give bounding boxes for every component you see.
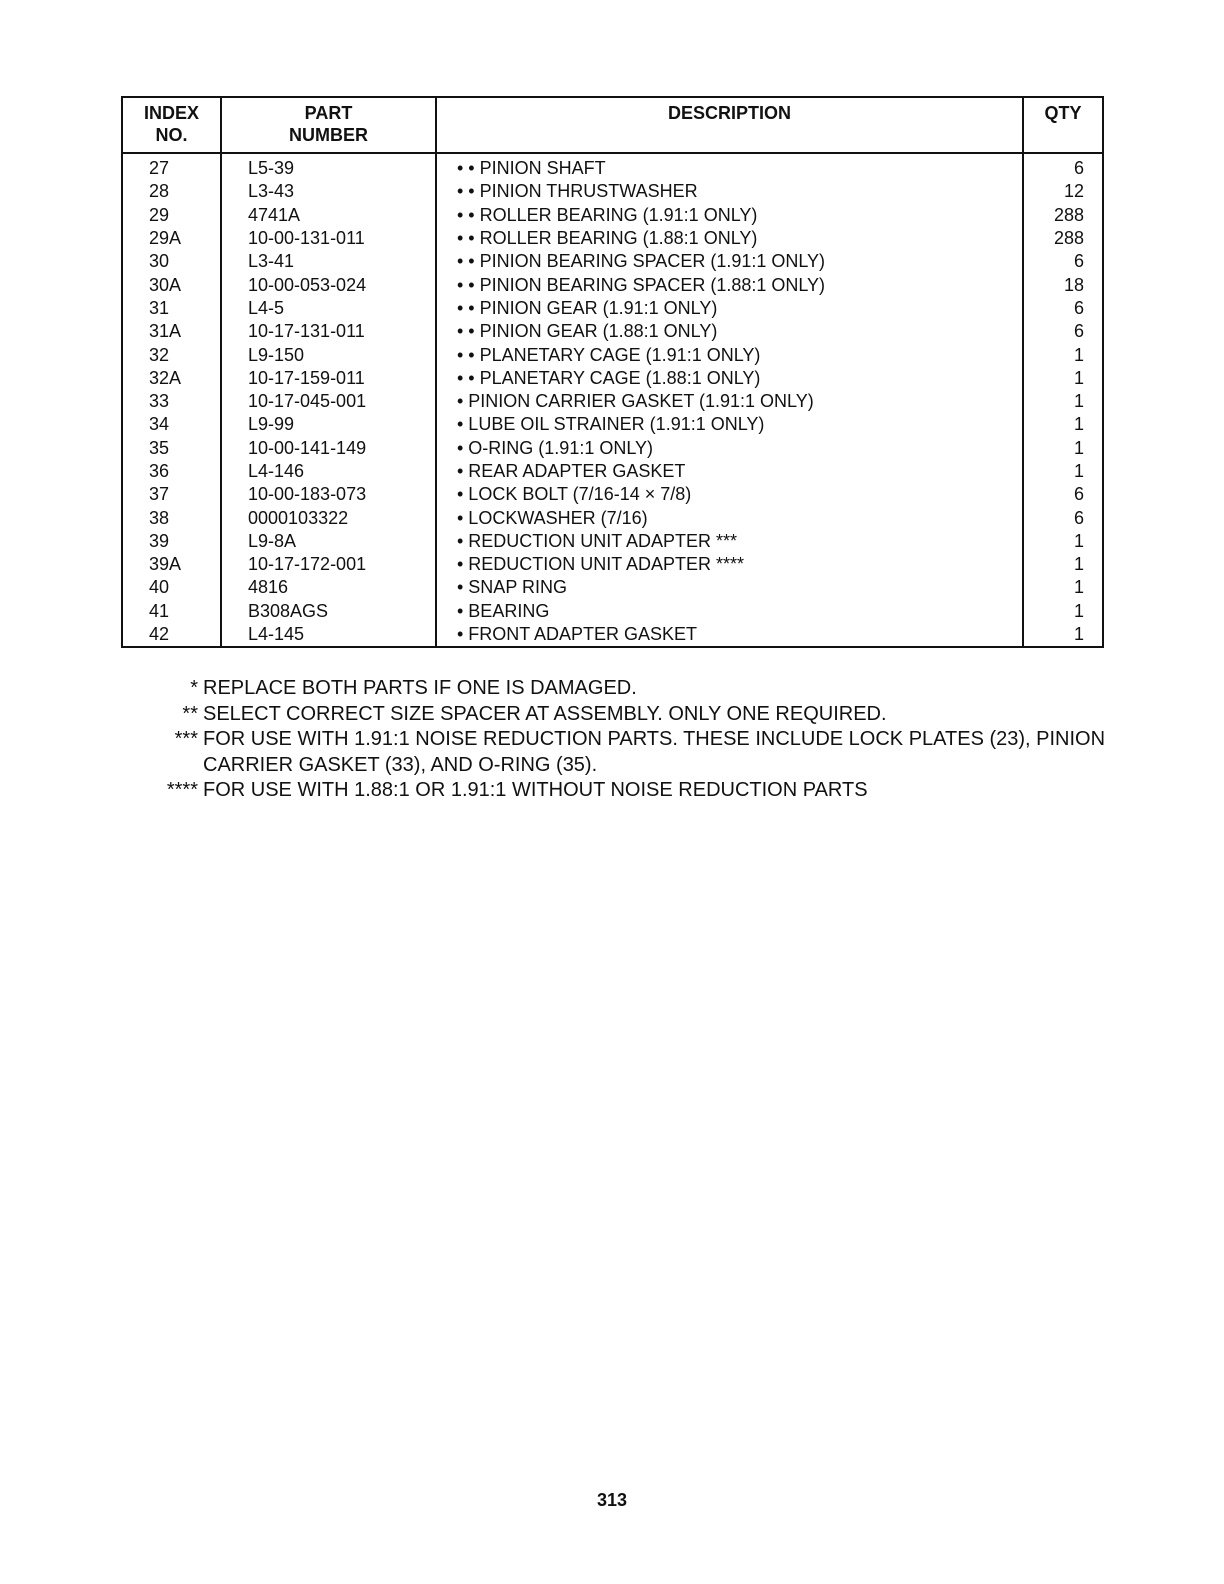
cell-part-number: 4741A <box>221 204 436 227</box>
table-row <box>122 343 1103 366</box>
cell-index: 30 <box>122 250 221 273</box>
cell-qty: 1 <box>1073 554 1084 575</box>
cell-qty: 1 <box>1073 577 1084 598</box>
cell-index: 29A <box>122 227 221 250</box>
cell-index: 31 <box>122 297 221 320</box>
cell-index: 41 <box>122 600 221 623</box>
header-part-line1: PART <box>304 103 353 123</box>
cell-description: • O-RING (1.91:1 ONLY) <box>436 437 1023 460</box>
cell-index: 37 <box>122 483 221 506</box>
table-row <box>122 600 1103 623</box>
table-row <box>122 437 1103 460</box>
cell-index: 33 <box>122 390 221 413</box>
header-qty: QTY <box>1023 97 1103 153</box>
footnote <box>140 727 1120 778</box>
table-row <box>122 204 1103 227</box>
cell-qty: 6 <box>1073 297 1084 318</box>
table-row <box>122 180 1103 203</box>
cell-index: 29 <box>122 204 221 227</box>
table-row <box>122 413 1103 436</box>
table-row <box>122 483 1103 506</box>
cell-qty: 6 <box>1073 321 1084 342</box>
cell-qty: 6 <box>1073 251 1084 272</box>
table-row <box>122 250 1103 273</box>
cell-part-number: 10-00-183-073 <box>221 483 436 506</box>
cell-description: • REDUCTION UNIT ADAPTER *** <box>436 530 1023 553</box>
cell-description: • PINION CARRIER GASKET (1.91:1 ONLY) <box>436 390 1023 413</box>
header-part <box>221 97 436 153</box>
cell-index: 31A <box>122 320 221 343</box>
cell-description: • LUBE OIL STRAINER (1.91:1 ONLY) <box>436 413 1023 436</box>
table-body <box>122 153 1103 647</box>
footnote-text: FOR USE WITH 1.88:1 OR 1.91:1 WITHOUT NOISE REDUCTION PARTS <box>203 779 868 801</box>
cell-index: 32 <box>122 343 221 366</box>
cell-qty: 12 <box>1063 181 1084 202</box>
table-row <box>122 576 1103 599</box>
cell-index: 27 <box>122 153 221 180</box>
table-row <box>122 530 1103 553</box>
cell-description: • SNAP RING <box>436 576 1023 599</box>
cell-description: • REDUCTION UNIT ADAPTER **** <box>436 553 1023 576</box>
table-row <box>122 153 1103 180</box>
cell-index: 40 <box>122 576 221 599</box>
table-row <box>122 227 1103 250</box>
table-row <box>122 390 1103 413</box>
table-row <box>122 367 1103 390</box>
footnote-text: SELECT CORRECT SIZE SPACER AT ASSEMBLY. ONLY ONE REQUIRED. <box>203 702 887 725</box>
footnote-mark: *** <box>174 728 198 750</box>
page-number: 313 <box>596 1490 628 1510</box>
cell-description: • FRONT ADAPTER GASKET <box>436 623 1023 647</box>
cell-description: • • PINION GEAR (1.91:1 ONLY) <box>436 297 1023 320</box>
cell-part-number: L9-8A <box>221 530 436 553</box>
header-index <box>122 97 221 153</box>
cell-description: • • ROLLER BEARING (1.91:1 ONLY) <box>436 204 1023 227</box>
cell-part-number: B308AGS <box>221 600 436 623</box>
cell-description: • REAR ADAPTER GASKET <box>436 460 1023 483</box>
cell-description: • BEARING <box>436 600 1023 623</box>
cell-description: • • PINION GEAR (1.88:1 ONLY) <box>436 320 1023 343</box>
table-row <box>122 297 1103 320</box>
footnote-mark: **** <box>166 779 198 801</box>
table-row <box>122 506 1103 529</box>
cell-part-number: L4-145 <box>221 623 436 647</box>
footnote-mark: * <box>190 677 198 699</box>
cell-part-number: L3-43 <box>221 180 436 203</box>
footnote <box>140 702 1120 728</box>
cell-index: 42 <box>122 623 221 647</box>
cell-part-number: L9-99 <box>221 413 436 436</box>
cell-part-number: 4816 <box>221 576 436 599</box>
footnotes <box>140 676 1120 804</box>
cell-qty: 1 <box>1073 461 1084 481</box>
cell-index: 34 <box>122 413 221 436</box>
cell-index: 32A <box>122 367 221 390</box>
cell-part-number: L3-41 <box>221 250 436 273</box>
cell-part-number: L5-39 <box>221 153 436 180</box>
cell-qty: 1 <box>1073 367 1084 388</box>
cell-description: • • PINION BEARING SPACER (1.88:1 ONLY) <box>436 273 1023 296</box>
cell-part-number: 10-00-131-011 <box>221 227 436 250</box>
cell-index: 28 <box>122 180 221 203</box>
footnote <box>140 778 1120 804</box>
table-row <box>122 623 1103 647</box>
footnote-text: FOR USE WITH 1.91:1 NOISE REDUCTION PARTS. THESE INCLUDE LOCK PLATES (23), PINION CARRIER GASKET (33), AND O-RING (35). <box>203 728 1106 776</box>
cell-description: • • PLANETARY CAGE (1.88:1 ONLY) <box>436 367 1023 390</box>
cell-part-number: 10-17-159-011 <box>221 367 436 390</box>
cell-qty: 1 <box>1073 624 1084 645</box>
cell-description: • • PINION BEARING SPACER (1.91:1 ONLY) <box>436 250 1023 273</box>
cell-qty: 6 <box>1073 507 1084 528</box>
cell-description: • LOCKWASHER (7/16) <box>436 506 1023 529</box>
cell-part-number: L9-150 <box>221 343 436 366</box>
parts-table <box>121 96 1104 648</box>
cell-description: • • PINION SHAFT <box>436 153 1023 180</box>
cell-part-number: L4-5 <box>221 297 436 320</box>
footnote <box>140 676 1120 702</box>
cell-qty: 1 <box>1073 344 1084 365</box>
footnote-mark: ** <box>182 702 198 725</box>
table-row <box>122 460 1103 483</box>
cell-part-number: 10-17-045-001 <box>221 390 436 413</box>
cell-part-number: L4-146 <box>221 460 436 483</box>
cell-part-number: 10-17-131-011 <box>221 320 436 343</box>
cell-description: • • PINION THRUSTWASHER <box>436 180 1023 203</box>
cell-qty: 1 <box>1073 437 1084 458</box>
cell-index: 35 <box>122 437 221 460</box>
cell-index: 36 <box>122 460 221 483</box>
cell-index: 38 <box>122 506 221 529</box>
header-description: DESCRIPTION <box>436 97 1023 153</box>
cell-qty: 18 <box>1063 274 1084 295</box>
header-index-line1: INDEX <box>143 103 199 123</box>
cell-qty: 6 <box>1073 484 1084 505</box>
cell-qty: 1 <box>1073 530 1084 551</box>
cell-part-number: 10-00-141-149 <box>221 437 436 460</box>
footnote-text: REPLACE BOTH PARTS IF ONE IS DAMAGED. <box>203 677 637 699</box>
cell-index: 39 <box>122 530 221 553</box>
cell-part-number: 0000103322 <box>221 506 436 529</box>
cell-qty: 1 <box>1073 414 1084 435</box>
table-header <box>122 97 1103 153</box>
table-row <box>122 553 1103 576</box>
cell-qty: 288 <box>1053 228 1084 249</box>
cell-qty: 6 <box>1073 158 1084 179</box>
cell-description: • LOCK BOLT (7/16-14 × 7/8) <box>436 483 1023 506</box>
cell-index: 30A <box>122 273 221 296</box>
cell-qty: 288 <box>1053 204 1084 225</box>
table-row <box>122 273 1103 296</box>
cell-qty: 1 <box>1073 391 1084 412</box>
cell-description: • • ROLLER BEARING (1.88:1 ONLY) <box>436 227 1023 250</box>
header-index-line2: NO. <box>155 125 188 145</box>
cell-index: 39A <box>122 553 221 576</box>
cell-qty: 1 <box>1073 600 1084 621</box>
table-row <box>122 320 1103 343</box>
cell-part-number: 10-00-053-024 <box>221 273 436 296</box>
header-part-line2: NUMBER <box>289 125 368 145</box>
cell-description: • • PLANETARY CAGE (1.91:1 ONLY) <box>436 343 1023 366</box>
cell-part-number: 10-17-172-001 <box>221 553 436 576</box>
